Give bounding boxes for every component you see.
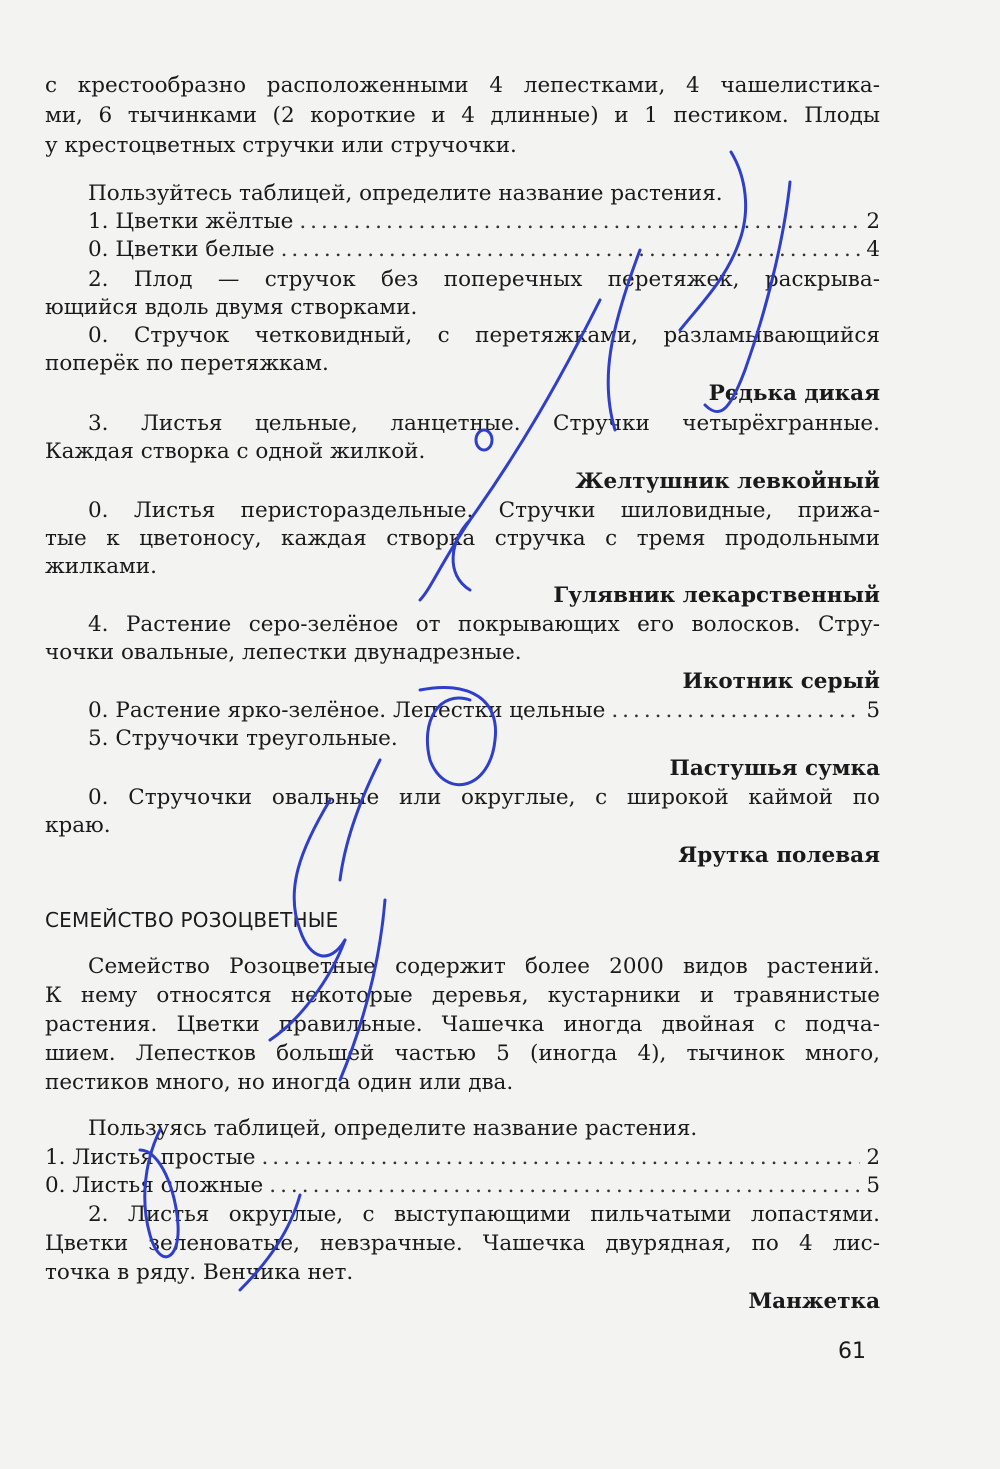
- intro-line-2: ми, 6 тычинками (2 короткие и 4 длинные) и 1 пестиком. Плоды: [45, 103, 880, 128]
- key2-instruction: Пользуясь таблицей, определите название растения.: [88, 1116, 698, 1141]
- key2-step-1: [45, 1144, 880, 1172]
- key1-step-2-line-2: ющийся вдоль двумя створками.: [45, 295, 418, 320]
- key1-step-0c-line-3: жилками.: [45, 554, 157, 579]
- key1-step-0d-ref: 5: [866, 698, 880, 723]
- key1-step-0d: [88, 697, 880, 725]
- key2-step-1-text: 1. Листья простые: [45, 1145, 256, 1170]
- section-para-line-5: пестиков много, но иногда один или два.: [45, 1070, 514, 1095]
- key1-step-3-line-2: Каждая створка с одной жилкой.: [45, 439, 426, 464]
- key2-step-2-line-2: Цветки зеленоватые, невзрачные. Чашечка двурядная, по 4 лис-: [45, 1231, 880, 1256]
- intro-line-3: у крестоцветных стручки или стручочки.: [45, 133, 517, 158]
- key1-step-4-line-1: 4. Растение серо-зелёное от покрывающих его волосков. Стру-: [88, 612, 880, 637]
- key1-step-0c-line-1: 0. Листья перистораздельные. Стручки шиловидные, прижа-: [88, 498, 880, 523]
- section-para-line-1: Семейство Розоцветные содержит более 2000 видов растений.: [88, 954, 880, 979]
- key2-step-2-line-3: точка в ряду. Венчика нет.: [45, 1260, 354, 1285]
- key1-step-0b-line-1: 0. Стручок четковидный, с перетяжками, разламывающийся: [88, 323, 880, 348]
- key2-step-1-ref: 2: [866, 1145, 880, 1170]
- key2-step-0-ref: 5: [866, 1173, 880, 1198]
- plant-name-3: Гулявник лекарственный: [553, 583, 880, 608]
- key1-step-0a: [88, 236, 880, 264]
- plant-name-7: Манжетка: [748, 1289, 880, 1314]
- plant-name-5: Пастушья сумка: [669, 756, 880, 781]
- key1-step-0e-line-1: 0. Стручочки овальные или округлые, с широкой каймой по: [88, 785, 880, 810]
- leader-dots: [269, 1172, 860, 1200]
- key1-step-3-line-1: 3. Листья цельные, ланцетные. Стручки четырёхгранные.: [88, 411, 880, 436]
- key1-step-1: [88, 208, 880, 236]
- key1-step-0e-line-2: краю.: [45, 813, 111, 838]
- section-para-line-2: К нему относятся некоторые деревья, кустарники и травянистые: [45, 983, 880, 1008]
- key1-step-0b-line-2: поперёк по перетяжкам.: [45, 351, 329, 376]
- key1-step-0c-line-2: тые к цветоносу, каждая створка стручка с тремя продольными: [45, 526, 880, 551]
- section-title: СЕМЕЙСТВО РОЗОЦВЕТНЫЕ: [45, 908, 339, 932]
- page-number: 61: [838, 1339, 866, 1364]
- intro-line-1: с крестообразно расположенными 4 лепестками, 4 чашелистика-: [45, 73, 880, 98]
- key2-step-0: [45, 1172, 880, 1200]
- key1-instruction: Пользуйтесь таблицей, определите название растения.: [88, 181, 723, 206]
- section-para-line-3: растения. Цветки правильные. Чашечка иногда двойная с подча-: [45, 1012, 880, 1037]
- plant-name-4: Икотник серый: [682, 669, 880, 694]
- plant-name-6: Ярутка полевая: [678, 843, 880, 868]
- key1-step-0d-text: 0. Растение ярко-зелёное. Лепестки цельные: [88, 698, 606, 723]
- leader-dots: [261, 1144, 860, 1172]
- plant-name-1: Редька дикая: [708, 381, 880, 406]
- key2-step-0-text: 0. Листья сложные: [45, 1173, 264, 1198]
- key2-step-2-line-1: 2. Листья округлые, с выступающими пильчатыми лопастями.: [88, 1202, 880, 1227]
- key1-step-4-line-2: чочки овальные, лепестки двунадрезные.: [45, 640, 522, 665]
- key1-step-1-text: 1. Цветки жёлтые: [88, 209, 294, 234]
- key1-step-0a-ref: 4: [866, 237, 880, 262]
- key1-step-5: 5. Стручочки треугольные.: [88, 726, 398, 751]
- leader-dots: [611, 697, 860, 725]
- key1-step-0a-text: 0. Цветки белые: [88, 237, 275, 262]
- key1-step-2-line-1: 2. Плод — стручок без поперечных перетяжек, раскрыва-: [88, 267, 880, 292]
- leader-dots: [281, 236, 861, 264]
- section-para-line-4: шием. Лепестков большей частью 5 (иногда 4), тычинок много,: [45, 1041, 880, 1066]
- key1-step-1-ref: 2: [866, 209, 880, 234]
- plant-name-2: Желтушник левкойный: [575, 469, 880, 494]
- leader-dots: [299, 208, 860, 236]
